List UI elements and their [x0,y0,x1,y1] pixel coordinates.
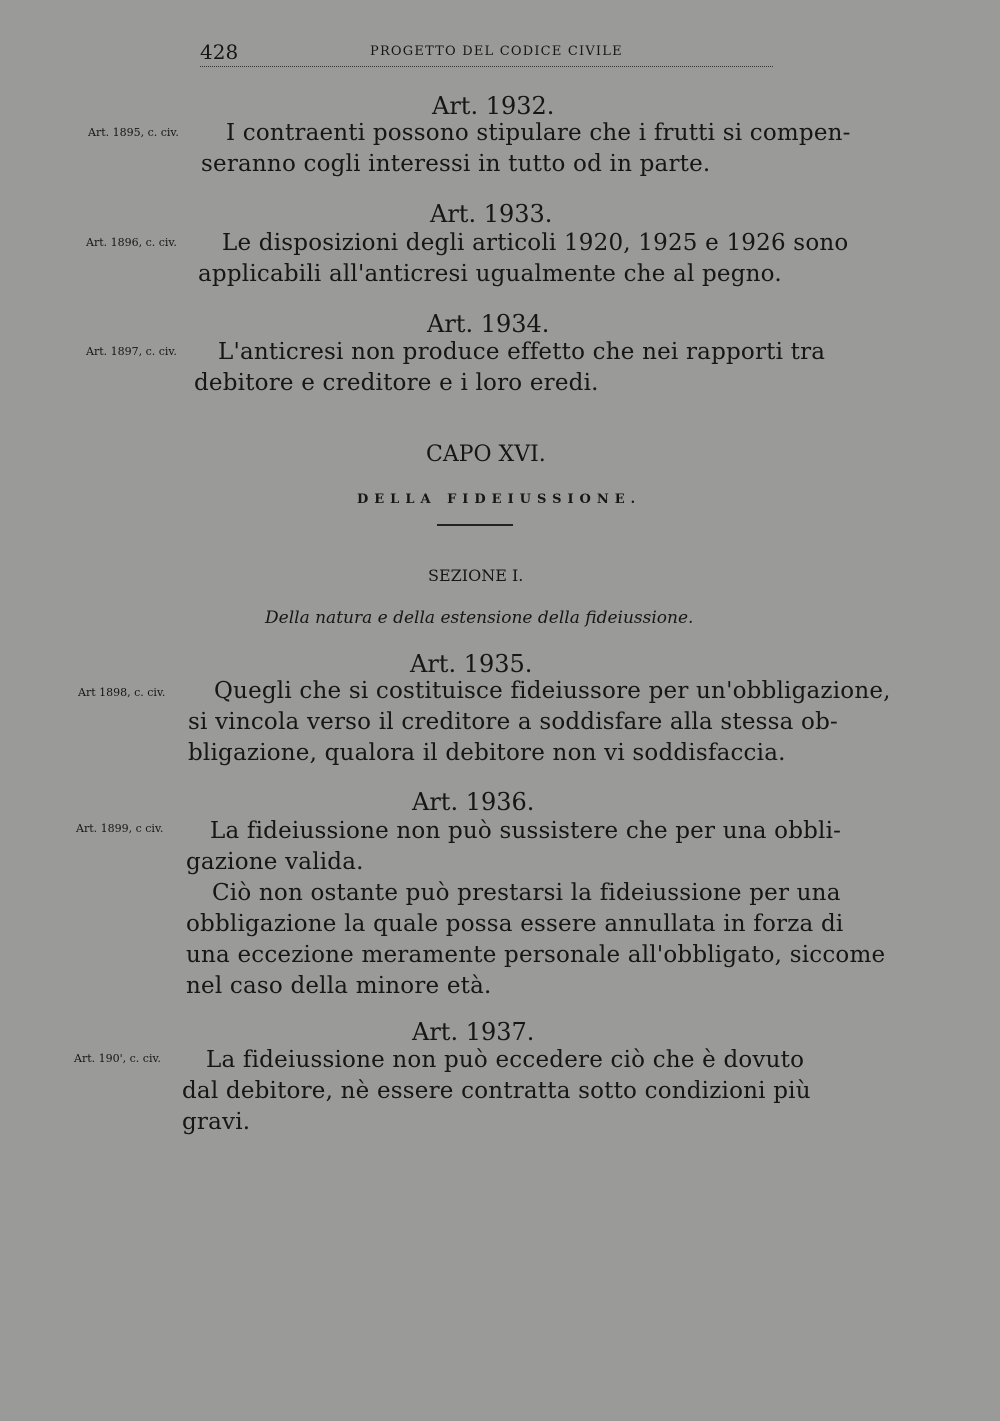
article-line: Quegli che si costituisce fideiussore per un'obbligazione, [214,678,891,704]
article-line: dal debitore, nè essere contratta sotto condizioni più [182,1078,811,1104]
chapter-title: DELLA FIDEIUSSIONE. [357,492,642,507]
page-number: 428 [200,40,239,64]
article-line: Le disposizioni degli articoli 1920, 1925 e 1926 sono [222,230,849,256]
article-title: Art. 1933. [430,200,553,228]
chapter-heading: CAPO XVI. [426,442,546,467]
article-line: L'anticresi non produce effetto che nei rapporti tra [218,339,826,365]
article-line: una eccezione meramente personale all'obbligato, siccome [186,942,886,968]
article-title: Art. 1935. [410,650,533,678]
margin-reference: Art 1898, c. civ. [78,686,166,699]
article-title: Art. 1936. [412,788,535,816]
page-header [200,36,773,67]
article-line: si vincola verso il creditore a soddisfare alla stessa ob- [188,709,838,735]
margin-reference: Art. 1897, c. civ. [86,345,177,358]
margin-reference: Art. 190', c. civ. [74,1052,161,1065]
article-line: Ciò non ostante può prestarsi la fideiussione per una [212,880,841,906]
margin-reference: Art. 1896, c. civ. [86,236,177,249]
article-line: debitore e creditore e i loro eredi. [194,370,599,396]
article-line: seranno cogli interessi in tutto od in parte. [201,151,711,177]
article-title: Art. 1934. [427,310,550,338]
article-line: nel caso della minore età. [186,973,492,999]
article-line: bligazione, qualora il debitore non vi soddisfaccia. [188,740,786,766]
margin-reference: Art. 1899, c civ. [76,822,164,835]
section-title: Della natura e della estensione della fideiussione. [265,608,694,628]
article-line: obbligazione la quale possa essere annullata in forza di [186,911,844,937]
article-line: applicabili all'anticresi ugualmente che al pegno. [198,261,782,287]
article-title: Art. 1937. [412,1018,535,1046]
running-title: PROGETTO DEL CODICE CIVILE [370,44,623,59]
divider-rule [437,524,513,526]
article-line: gravi. [182,1109,251,1135]
article-line: La fideiussione non può eccedere ciò che è dovuto [206,1047,805,1073]
article-line: I contraenti possono stipulare che i frutti si compen- [226,120,851,146]
section-label: SEZIONE I. [428,566,524,585]
margin-reference: Art. 1895, c. civ. [88,126,179,139]
article-line: gazione valida. [186,849,364,875]
article-title: Art. 1932. [432,92,555,120]
article-line: La fideiussione non può sussistere che per una obbli- [210,818,842,844]
